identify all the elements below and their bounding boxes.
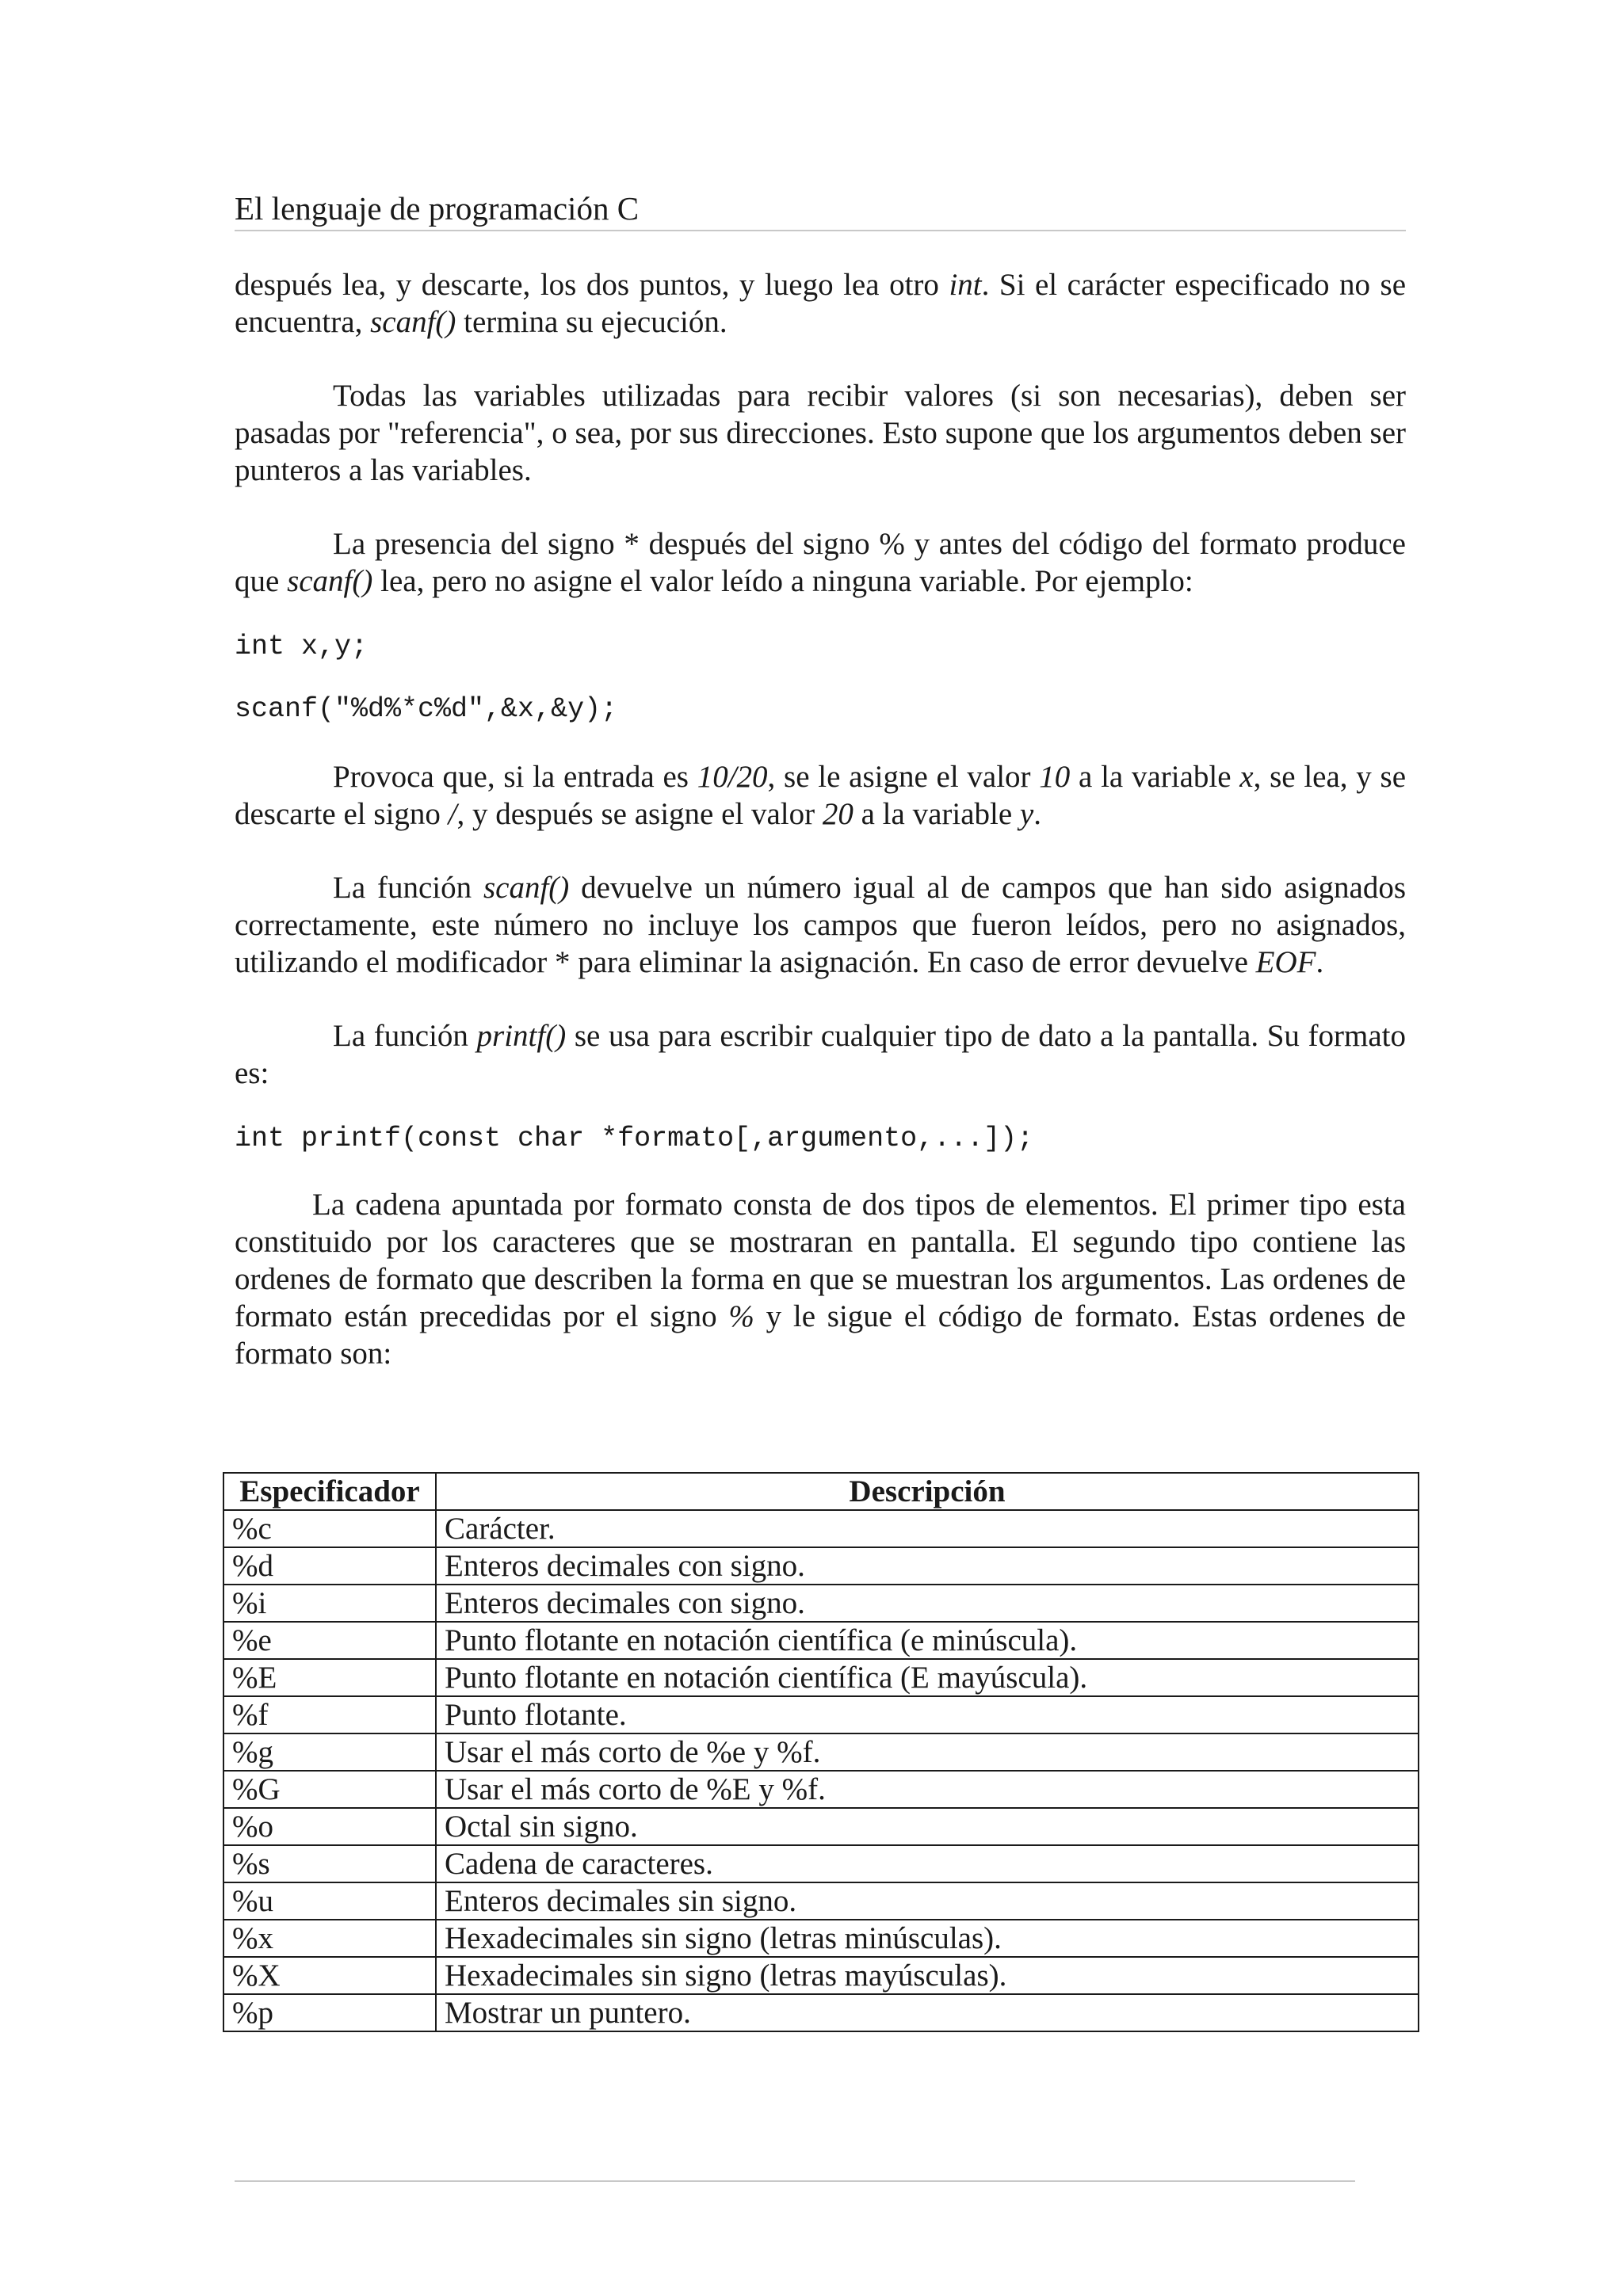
- format-specifier-table: [223, 1472, 1419, 2032]
- paragraph-5: [235, 869, 1406, 981]
- header-title: El lenguaje de programación C: [235, 190, 640, 227]
- description-cell: Enteros decimales sin signo.: [436, 1882, 1419, 1920]
- italic-term: %: [728, 1299, 754, 1333]
- paragraph-text: se usa para escribir cualquier tipo de dato a la pantalla. Su formato es:: [235, 1019, 1407, 1090]
- specifier-cell: %i: [223, 1585, 436, 1622]
- description-cell: Punto flotante.: [436, 1696, 1419, 1733]
- table-row: [223, 1920, 1419, 1957]
- description-cell: Punto flotante en notación científica (E mayúscula).: [436, 1659, 1419, 1696]
- paragraph-text: , y después se asigne el valor: [456, 797, 823, 831]
- italic-term: y: [1019, 797, 1034, 831]
- table-row: [223, 1696, 1419, 1733]
- paragraph-2: Todas las variables utilizadas para recibir valores (si son necesarias), deben ser pasadas por "referencia", o sea, por sus direcciones. Esto supone que los argumentos deben ser punteros a las variables.: [235, 379, 1406, 487]
- code-line-3: int printf(const char *formato[,argumento,...]);: [235, 1123, 1034, 1154]
- table-row: [223, 1659, 1419, 1696]
- italic-term: 10/20: [697, 760, 768, 794]
- paragraph-text: Provoca que, si la entrada es: [333, 760, 697, 794]
- paragraph-text: . Si el carácter especificado no se encuentra,: [235, 268, 1406, 339]
- table-row: [223, 1510, 1419, 1547]
- table-row: [223, 1585, 1419, 1622]
- specifier-cell: %u: [223, 1882, 436, 1920]
- paragraph-text: devuelve un número igual al de campos que han sido asignados correctamente, este número no incluye los campos que fueron leídos, pero no asignados, utilizando el modificador * para eliminar la asignación. En caso de error devuelve: [235, 871, 1406, 979]
- specifier-cell: %X: [223, 1957, 436, 1994]
- specifier-cell: %f: [223, 1696, 436, 1733]
- paragraph-text: La función: [333, 1019, 477, 1053]
- table-header-row: [223, 1473, 1419, 1510]
- description-cell: Hexadecimales sin signo (letras minúsculas).: [436, 1920, 1419, 1957]
- paragraph-text: , se lea, y se descarte el signo: [235, 760, 1406, 831]
- page-header: [235, 190, 1406, 231]
- table-row: [223, 1808, 1419, 1845]
- description-cell: Enteros decimales con signo.: [436, 1585, 1419, 1622]
- specifier-cell: %p: [223, 1994, 436, 2031]
- specifier-cell: %d: [223, 1547, 436, 1585]
- paragraph-text: La presencia del signo * después del signo % y antes del código del formato produce que: [235, 527, 1406, 598]
- paragraph-text: , se le asigne el valor: [767, 760, 1040, 794]
- table-body: [223, 1510, 1419, 2031]
- italic-term: scanf(): [370, 305, 456, 339]
- description-cell: Mostrar un puntero.: [436, 1994, 1419, 2031]
- paragraph-6: [235, 1017, 1406, 1092]
- specifier-cell: %c: [223, 1510, 436, 1547]
- table-row: [223, 1733, 1419, 1771]
- description-cell: Carácter.: [436, 1510, 1419, 1547]
- paragraph-4: [235, 758, 1406, 833]
- description-cell: Usar el más corto de %E y %f.: [436, 1771, 1419, 1808]
- paragraph-text: y le sigue el código de formato. Estas ordenes de formato son:: [235, 1299, 1406, 1371]
- description-cell: Hexadecimales sin signo (letras mayúsculas).: [436, 1957, 1419, 1994]
- italic-term: EOF: [1255, 945, 1316, 979]
- page-body: [235, 266, 1406, 1372]
- description-cell: Enteros decimales con signo.: [436, 1547, 1419, 1585]
- specifier-cell: %g: [223, 1733, 436, 1771]
- description-cell: Punto flotante en notación científica (e minúscula).: [436, 1622, 1419, 1659]
- paragraph-7: [235, 1186, 1406, 1372]
- paragraph-text: .: [1033, 797, 1041, 831]
- italic-term: 10: [1039, 760, 1071, 794]
- paragraph-1: [235, 266, 1406, 341]
- italic-term: printf(): [476, 1019, 567, 1053]
- paragraph-text: termina su ejecución.: [456, 305, 727, 339]
- description-cell: Usar el más corto de %e y %f.: [436, 1733, 1419, 1771]
- paragraph-text: a la variable: [1070, 760, 1240, 794]
- paragraph-text: después lea, y descarte, los dos puntos, y luego lea otro: [235, 268, 949, 302]
- footer-divider: [235, 2180, 1355, 2182]
- paragraph-3: [235, 525, 1406, 600]
- column-header-specifier: Especificador: [223, 1473, 436, 1510]
- paragraph-text: La función: [333, 871, 483, 905]
- table-row: [223, 1994, 1419, 2031]
- table-row: [223, 1882, 1419, 1920]
- table-row: [223, 1845, 1419, 1882]
- italic-term: scanf(): [287, 564, 373, 598]
- specifier-cell: %G: [223, 1771, 436, 1808]
- paragraph-text: .: [1316, 945, 1324, 979]
- paragraph-text: lea, pero no asigne el valor leído a ninguna variable. Por ejemplo:: [372, 564, 1193, 598]
- italic-term: 20: [822, 797, 854, 831]
- table-row: [223, 1622, 1419, 1659]
- paragraph-text: La cadena apuntada por formato consta de dos tipos de elementos. El primer tipo esta constituido por los caracteres que se mostraran en pantalla. El segundo tipo contiene las ordenes de formato que describen la forma en que se muestran los argumentos. Las ordenes de formato están precedidas por el signo: [235, 1188, 1406, 1333]
- code-line-1: int x,y;: [235, 631, 369, 662]
- italic-term: scanf(): [483, 871, 570, 905]
- italic-term: x: [1239, 760, 1254, 794]
- description-cell: Cadena de caracteres.: [436, 1845, 1419, 1882]
- specifier-cell: %o: [223, 1808, 436, 1845]
- specifier-cell: %E: [223, 1659, 436, 1696]
- column-header-description: Descripción: [436, 1473, 1419, 1510]
- specifier-cell: %e: [223, 1622, 436, 1659]
- table-row: [223, 1771, 1419, 1808]
- italic-term: /: [448, 797, 457, 831]
- table-row: [223, 1547, 1419, 1585]
- specifier-cell: %s: [223, 1845, 436, 1882]
- description-cell: Octal sin signo.: [436, 1808, 1419, 1845]
- paragraph-text: a la variable: [853, 797, 1020, 831]
- specifier-cell: %x: [223, 1920, 436, 1957]
- code-line-2: scanf("%d%*c%d",&x,&y);: [235, 693, 618, 725]
- table-row: [223, 1957, 1419, 1994]
- italic-term: int: [949, 268, 982, 302]
